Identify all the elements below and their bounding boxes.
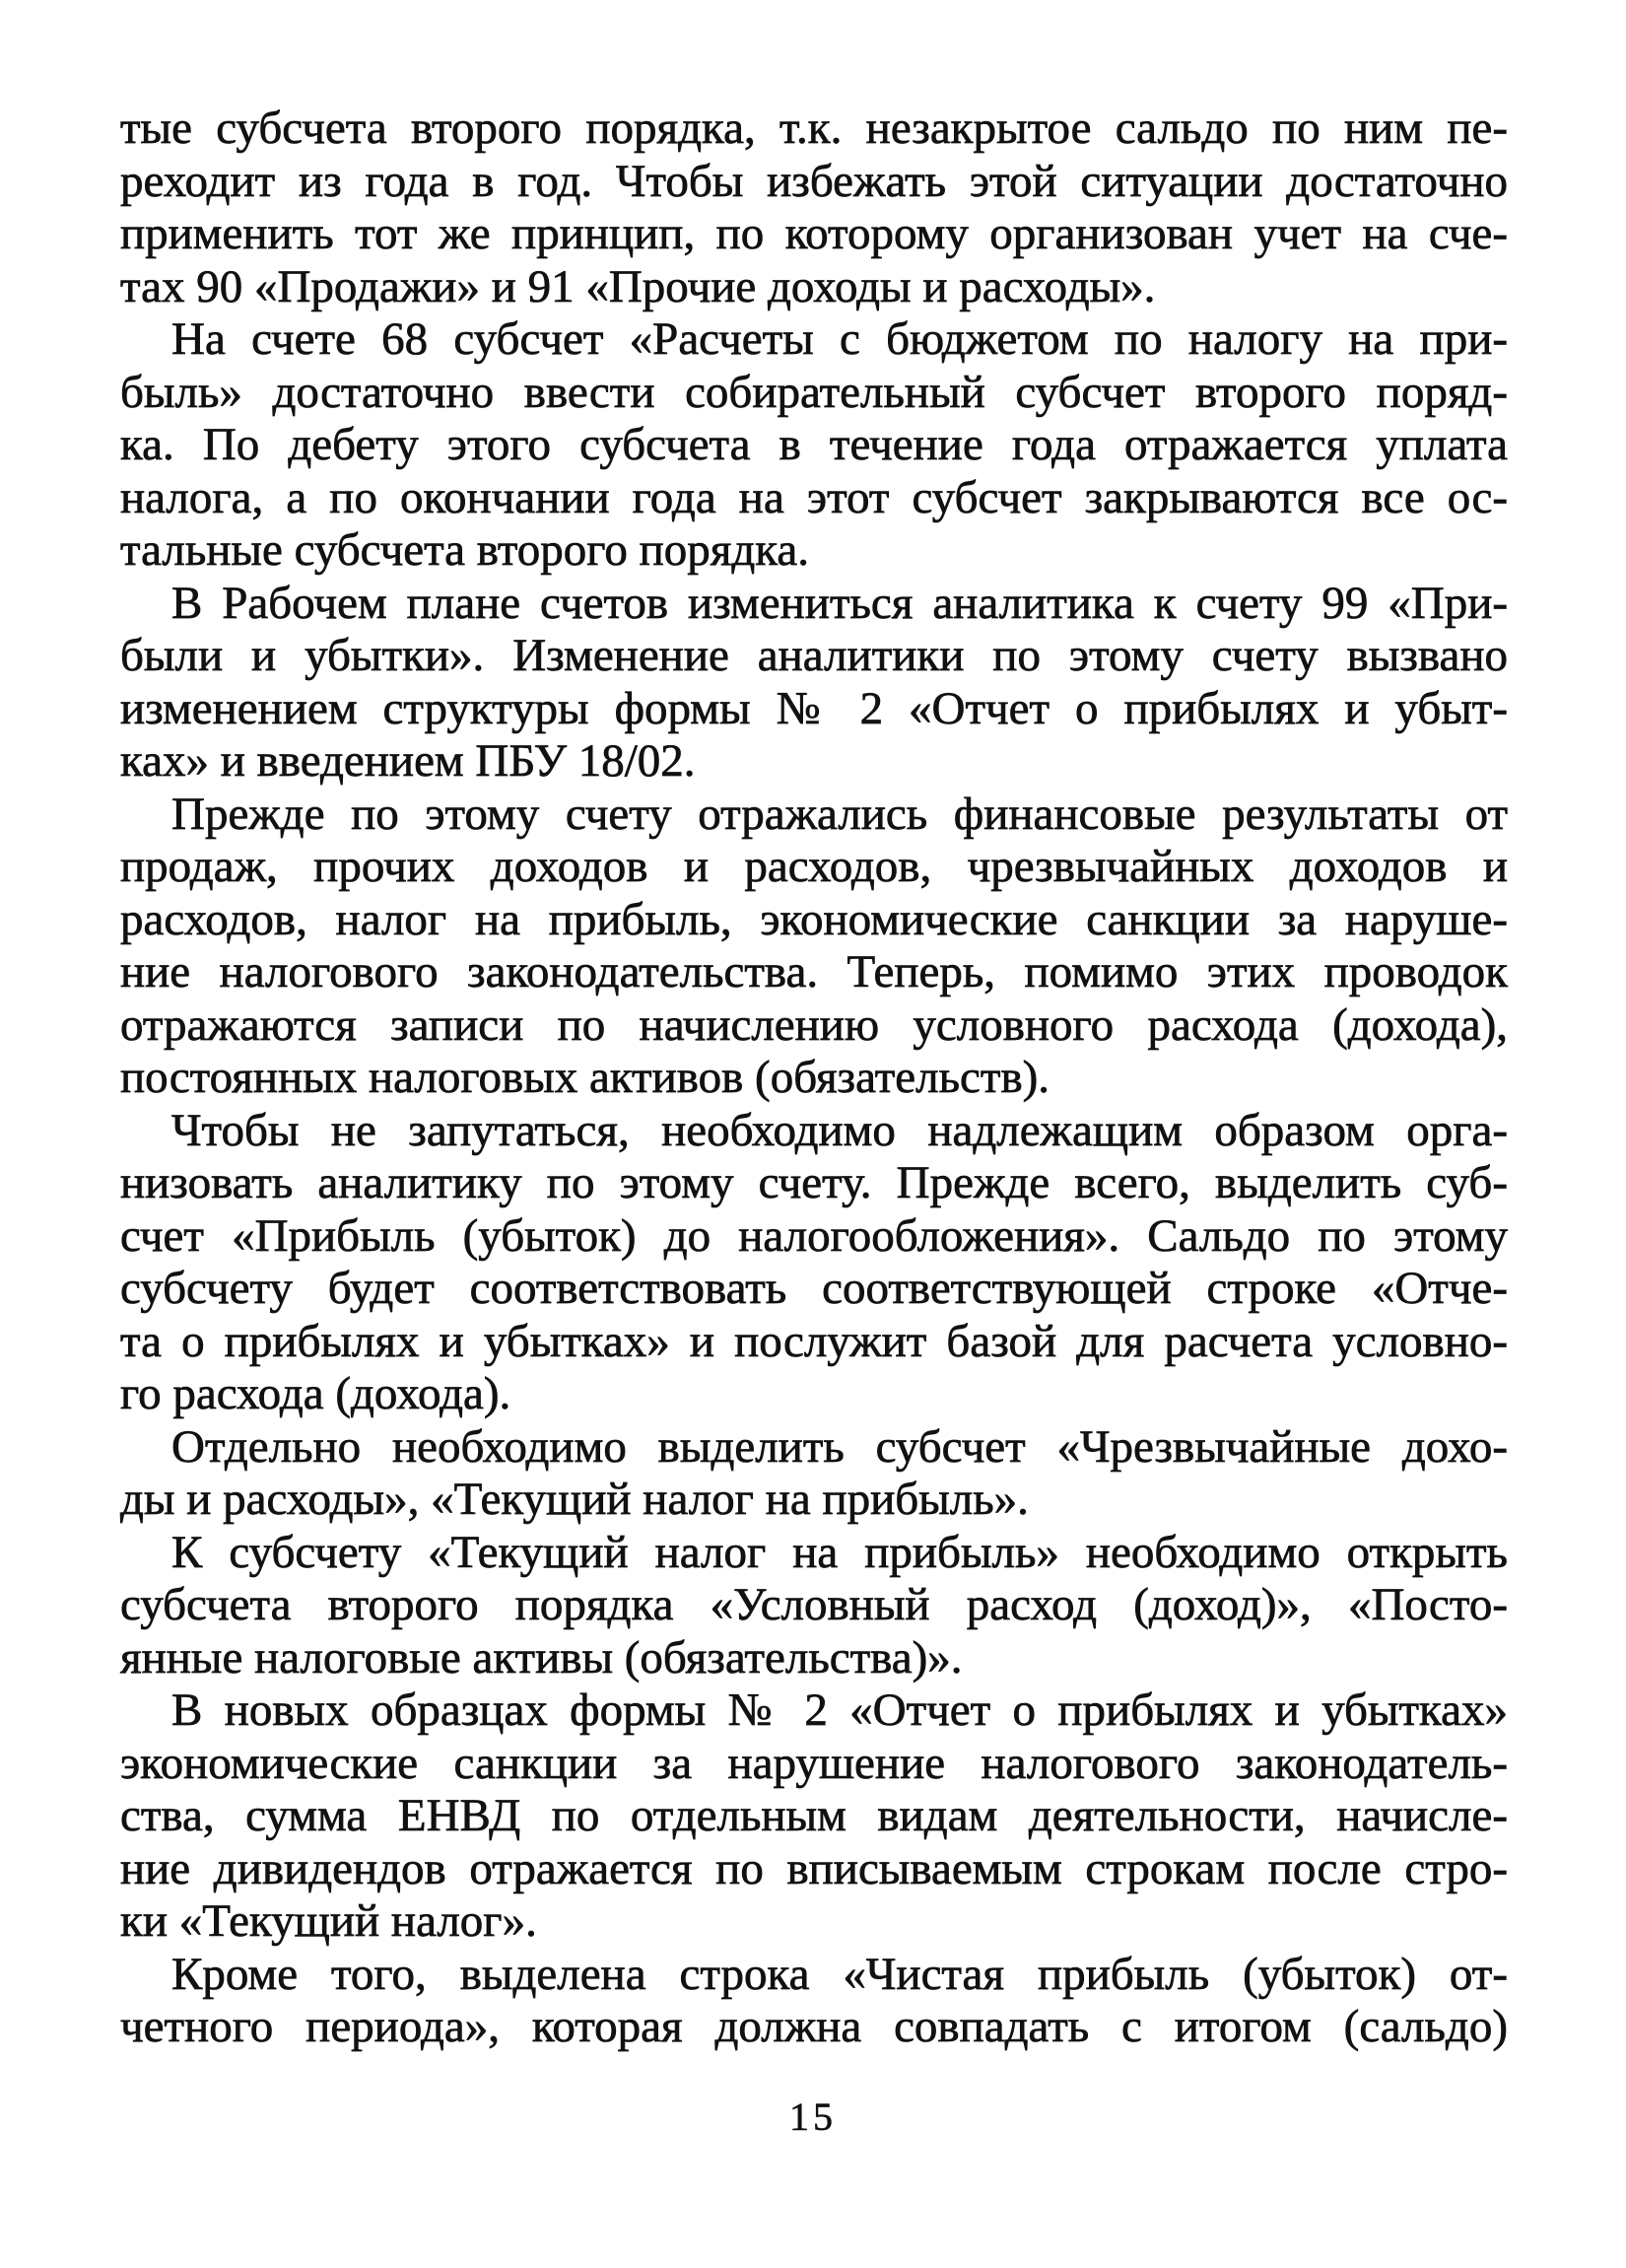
text-line: ка. По дебету этого субсчета в течение года отражается уплата bbox=[120, 419, 1508, 470]
text-line: ние дивидендов отражается по вписываемым строкам после стро- bbox=[120, 1842, 1508, 1894]
text-line: янные налоговые активы (обязательства)». bbox=[120, 1631, 963, 1684]
text-line: го расхода (дохода). bbox=[120, 1368, 511, 1419]
text-line: счет «Прибыль (убыток) до налогообложения». Сальдо по этому bbox=[120, 1209, 1508, 1262]
text-line: отражаются записи по начислению условного расхода (дохода), bbox=[120, 998, 1508, 1051]
text-line: ках» и введением ПБУ 18/02. bbox=[120, 735, 696, 787]
text-line: субсчету будет соответствовать соответствующей строке «Отче- bbox=[120, 1263, 1508, 1314]
text-line: быль» достаточно ввести собирательный субсчет второго поряд- bbox=[120, 366, 1508, 418]
text-line: низовать аналитику по этому счету. Прежде всего, выделить суб- bbox=[120, 1157, 1508, 1208]
text-line: ства, сумма ЕНВД по отдельным видам деятельности, начисле- bbox=[120, 1790, 1508, 1841]
text-line: Кроме того, выделена строка «Чистая прибыль (убыток) от- bbox=[171, 1948, 1508, 2000]
text-line: субсчета второго порядка «Условный расход (доход)», «Посто- bbox=[120, 1579, 1508, 1630]
text-line: реходит из года в год. Чтобы избежать этой ситуации достаточно bbox=[120, 155, 1508, 207]
text-line: были и убытки». Изменение аналитики по этому счету вызвано bbox=[120, 630, 1508, 681]
text-line: тальные субсчета второго порядка. bbox=[120, 524, 810, 576]
text-line: К субсчету «Текущий налог на прибыль» необходимо открыть bbox=[171, 1526, 1508, 1578]
text-line: Отдельно необходимо выделить субсчет «Чрезвычайные дохо- bbox=[171, 1420, 1508, 1473]
text-line: применить тот же принцип, по которому организован учет на сче- bbox=[120, 208, 1508, 259]
text-line: тах 90 «Продажи» и 91 «Прочие доходы и расходы». bbox=[120, 260, 1156, 312]
text-line: ние налогового законодательства. Теперь, помимо этих проводок bbox=[120, 946, 1508, 997]
text-line: Чтобы не запутаться, необходимо надлежащим образом орга- bbox=[171, 1104, 1508, 1156]
text-line: На счете 68 субсчет «Расчеты с бюджетом по налогу на при- bbox=[171, 313, 1508, 365]
text-line: Прежде по этому счету отражались финансовые результаты от bbox=[171, 788, 1508, 840]
text-line: ки «Текущий налог». bbox=[120, 1895, 537, 1947]
text-line: В Рабочем плане счетов измениться аналитика к счету 99 «При- bbox=[171, 577, 1508, 629]
text-line: налога, а по окончании года на этот субсчет закрываются все ос- bbox=[120, 471, 1508, 523]
text-line: постоянных налоговых активов (обязательств). bbox=[120, 1052, 1050, 1103]
text-line: четного периода», которая должна совпадать с итогом (сальдо) bbox=[120, 2001, 1508, 2052]
text-line: изменением структуры формы № 2 «Отчет о прибылях и убыт- bbox=[120, 682, 1508, 734]
text-line: В новых образцах формы № 2 «Отчет о прибылях и убытках» bbox=[171, 1684, 1508, 1736]
text-line: расходов, налог на прибыль, экономические санкции за наруше- bbox=[120, 893, 1508, 945]
text-line: та о прибылях и убытках» и послужит базой для расчета условно- bbox=[120, 1315, 1508, 1367]
page-body bbox=[120, 103, 1508, 2054]
text-line: экономические санкции за нарушение налогового законодатель- bbox=[120, 1737, 1508, 1789]
text-line: тые субсчета второго порядка, т.к. незакрытое сальдо по ним пе- bbox=[120, 103, 1508, 154]
text-line: продаж, прочих доходов и расходов, чрезвычайных доходов и bbox=[120, 841, 1508, 892]
text-line: ды и расходы», «Текущий налог на прибыль». bbox=[120, 1474, 1029, 1525]
page-number: 15 bbox=[789, 2095, 837, 2139]
